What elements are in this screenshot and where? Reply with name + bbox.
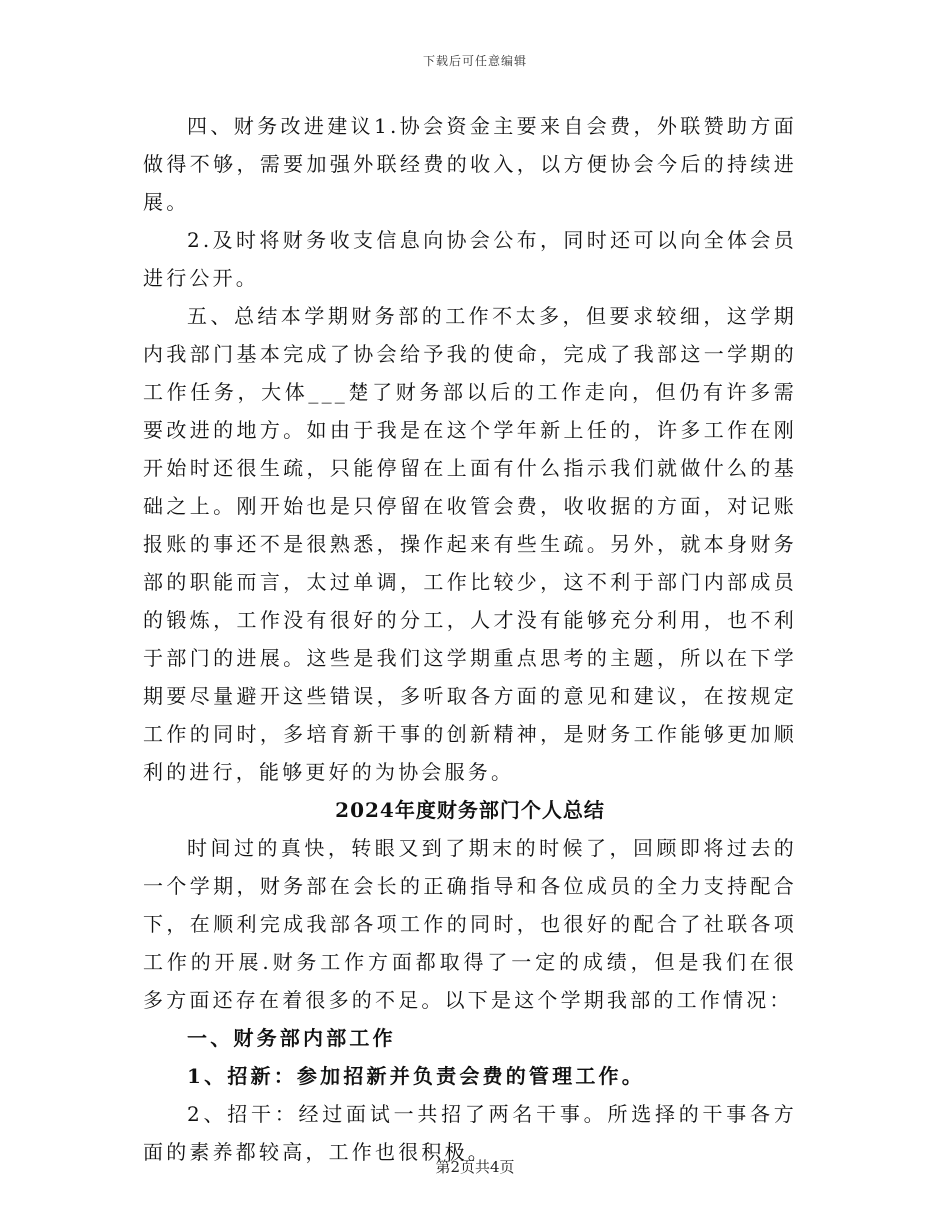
page-footer: 第2页共4页 bbox=[435, 1158, 515, 1176]
section-title: 2024年度财务部门个人总结 bbox=[335, 798, 605, 822]
page-header: 下载后可任意编辑 bbox=[422, 54, 527, 68]
list-item-recruitment: 1、招新：参加招新并负责会费的管理工作。 bbox=[187, 1064, 645, 1088]
paragraph-summary: 五、总结本学期财务部的工作不太多，但要求较细，这学期内我部门基本完成了协会给予我的使命，完成了我部这一学期的工作任务，大体___楚了财务部以后的工作走向，但仍有许多需要改进的地方。如由于我是在这个学年新上任的，许多工作在刚开始时还很生疏，只能停留在上面有什么指示我们就做什么的基础之上。刚开始也是只停留在收管会费，收收据的方面，对记账报账的事还不是很熟悉，操作起来有些生疏。另外，就本身财务部的职能而言，太过单调，工作比较少，这不利于部门内部成员的锻炼，工作没有很好的分工，人才没有能够充分利用，也不利于部门的进展。这些是我们这学期重点思考的主题，所以在下学期要尽量避开这些错误，多听取各方面的意见和建议，在按规定工作的同时，多培育新干事的创新精神，是财务工作能够更加顺利的进行，能够更好的为协会服务。 bbox=[143, 304, 797, 784]
paragraph-disclosure: 2.及时将财务收支信息向协会公布，同时还可以向全体会员进行公开。 bbox=[143, 228, 797, 290]
paragraph-intro: 时间过的真快，转眼又到了期末的时候了，回顾即将过去的一个学期，财务部在会长的正确指导和各位成员的全力支持配合下，在顺利完成我部各项工作的同时，也很好的配合了社联各项工作的开展.财务工作方面都取得了一定的成绩，但是我们在很多方面还存在着很多的不足。以下是这个学期我部的工作情况： bbox=[143, 836, 797, 1012]
heading-internal-work: 一、财务部内部工作 bbox=[187, 1026, 396, 1050]
list-item-staff-selection: 2、招干：经过面试一共招了两名干事。所选择的干事各方面的素养都较高，工作也很积极。 bbox=[143, 1102, 797, 1164]
document-body bbox=[143, 107, 797, 1171]
paragraph-finance-suggestions: 四、财务改进建议1.协会资金主要来自会费，外联赞助方面做得不够，需要加强外联经费的收入，以方便协会今后的持续进展。 bbox=[143, 114, 797, 214]
